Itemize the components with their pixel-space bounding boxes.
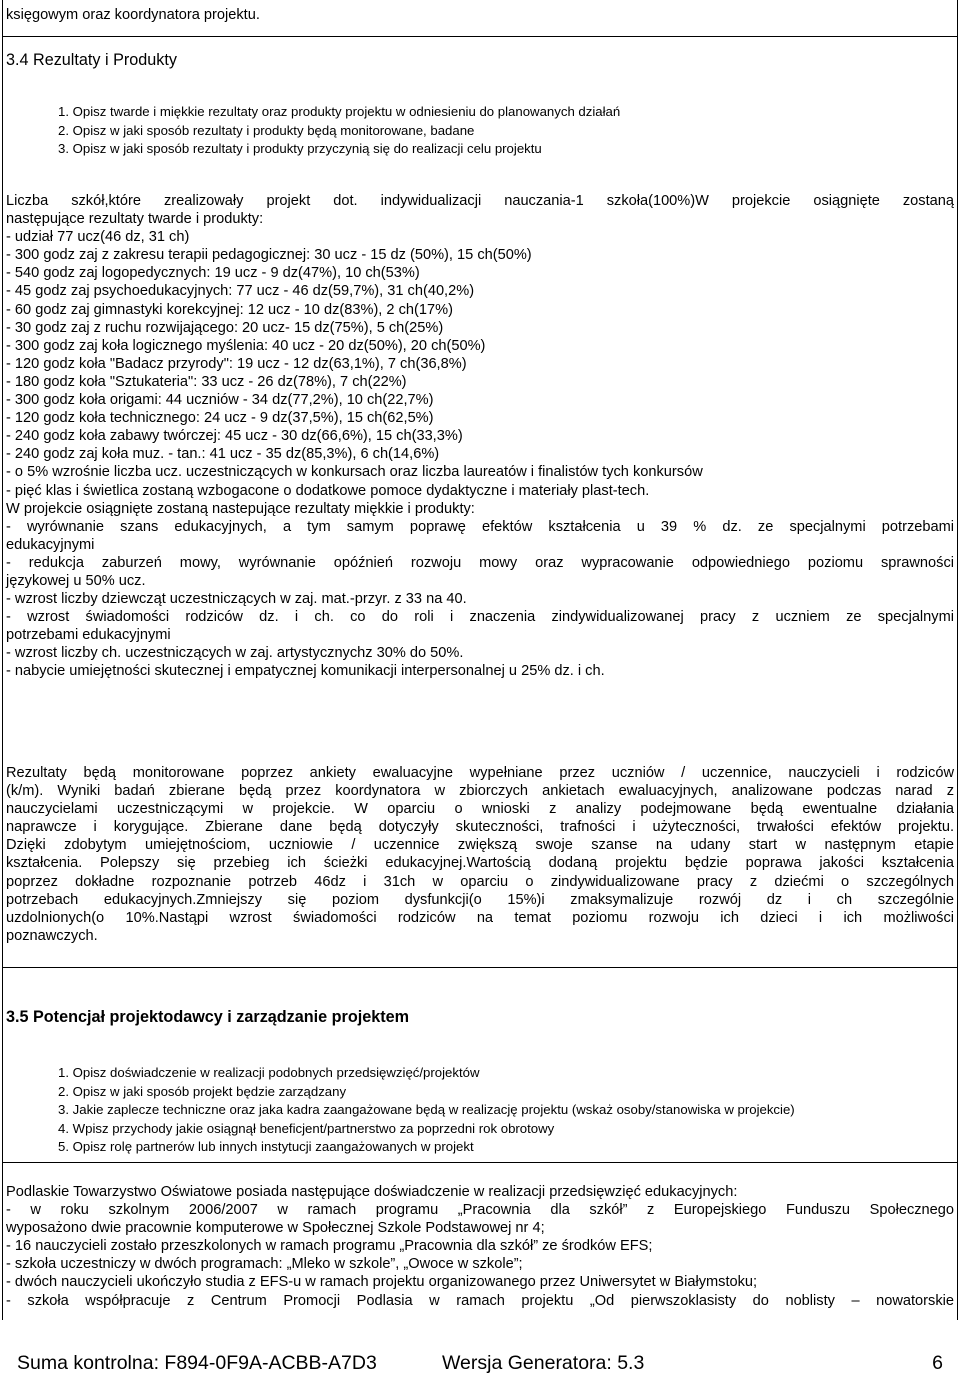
soft-result-item: - redukcja zaburzeń mowy, wyrównanie opóźnień rozwoju mowy oraz wypracowanie odpowiedniego poziomu sprawności [6, 554, 954, 571]
monitoring-line: kształcenia. Polepszy się przebieg ich ścieżki edukacyjnej.Wartością dodaną projektu będzie poprawa jakości kształcenia [6, 855, 954, 872]
question-item: 4. Wpisz przychody jakie osiągnął beneficjent/partnerstwo za poprzedni rok obrotowy [58, 1120, 555, 1136]
hard-result-item: - 180 godz koła "Sztukateria": 33 ucz - 26 dz(78%), 7 ch(22%) [6, 373, 407, 390]
question-item: 2. Opisz w jaki sposób projekt będzie zarządzany [58, 1083, 347, 1099]
hard-result-item: - 30 godz zaj z ruchu rozwijającego: 20 ucz- 15 dz(75%), 5 ch(25%) [6, 319, 444, 336]
soft-result-item: - wzrost liczby dziewcząt uczestniczących w zaj. mat.-przyr. z 33 na 40. [6, 591, 467, 608]
hard-result-item: - 120 godz koła "Badacz przyrody": 19 ucz - 12 dz(63,1%), 7 ch(36,8%) [6, 355, 467, 372]
footer-page-number: 6 [932, 1352, 943, 1374]
monitoring-line: poprzez dokładne rozpoznanie potrzeb 46dz i 31ch w oparciu o zindywidualizowane pracy z dziećmi o szczególnych [6, 873, 954, 890]
section-35-heading: 3.5 Potencjał projektodawcy i zarządzanie projektem [6, 1008, 410, 1026]
question-item: 3. Jakie zaplecze techniczne oraz jaka kadra zaangażowane będą w realizację projektu (wskaż osoby/stanowiska w projekcie) [58, 1102, 795, 1117]
question-item: 1. Opisz twarde i miękkie rezultaty oraz produkty projektu w odniesieniu do planowanych działań [58, 104, 621, 119]
content-border [2, 0, 958, 1320]
hard-result-item: - pięć klas i świetlica zostaną wzbogacone o dodatkowe pomoce dydaktyczne i materiały plast-tech. [6, 482, 650, 499]
hard-result-item: - o 5% wzrośnie liczba ucz. uczestniczących w konkursach oraz liczba laureatów i finalistów tych konkursów [6, 464, 703, 481]
soft-result-continuation: potrzebami edukacyjnymi [6, 627, 171, 644]
footer-version: Wersja Generatora: 5.3 [442, 1352, 645, 1374]
monitoring-line: (k/m). Wyniki badań zbierane będą przez koordynatora w zbiorczych ankietach ewaluacyjnych, analizowane podczas narad z [6, 783, 954, 800]
soft-result-continuation: edukacyjnymi [6, 536, 95, 553]
experience-line: - szkoła uczestniczy w dwóch programach: „Mleko w szkole”, „Owoce w szkole”; [6, 1256, 523, 1273]
question-item: 3. Opisz w jaki sposób rezultaty i produkty przyczynią się do realizacji celu projektu [58, 141, 542, 156]
soft-result-item: - wzrost liczby ch. uczestniczących w zaj. artystycznychz 30% do 50%. [6, 645, 464, 662]
hard-result-item: - 45 godz zaj psychoedukacyjnych: 77 ucz - 46 dz(59,7%), 31 ch(40,2%) [6, 283, 475, 300]
monitoring-line: Dzięki zdobytym umiejętnościom, uczniowie / uczennice zwiększą swoje szanse na udany start w następnym etapie [6, 837, 954, 854]
experience-line: Podlaskie Towarzystwo Oświatowe posiada następujące doświadczenie w realizacji przedsięwzięć edukacyjnych: [6, 1184, 738, 1200]
soft-result-continuation: językowej u 50% ucz. [6, 572, 146, 589]
footer-checksum: Suma kontrolna: F894-0F9A-ACBB-A7D3 [17, 1352, 377, 1374]
hard-result-item: - 240 godz zaj koła muz. - tan.: 41 ucz - 35 dz(85,3%), 6 ch(14,6%) [6, 446, 440, 463]
hard-result-item: - 240 godz koła zabawy twórczej: 45 ucz - 30 dz(66,6%), 15 ch(33,3%) [6, 428, 463, 445]
experience-line: - szkoła współpracuje z Centrum Promocji Podlasia w ramach projektu „Od pierwszoklasisty do noblisty – nowatorskie [6, 1292, 954, 1309]
question-item: 5. Opisz rolę partnerów lub innych instytucji zaangażowanych w projekt [58, 1139, 474, 1154]
soft-intro: W projekcie osiągnięte zostaną nastepujące rezultaty miękkie i produkty: [6, 500, 475, 517]
monitoring-line: uzdolnionych(o 10%.Nastąpi wzrost świadomości rodziców na temat poziomu rozwoju ich dzieci i ich możliwości [6, 909, 954, 926]
monitoring-line: naprawcze i korygujące. Zbierane dane będą dotyczyły skuteczności, trafności i użyteczności, trwałości efektów projektu. [6, 819, 954, 836]
intro-line: następujące rezultaty twarde i produkty: [6, 211, 264, 228]
monitoring-line: poznawczych. [6, 927, 98, 944]
monitoring-line: nauczycielami uczestniczącymi w projekcie. W oparciu o wnioski z analizy podejmowane będą ewentualne działania [6, 801, 954, 818]
experience-line: - w roku szkolnym 2006/2007 w ramach programu „Pracownia dla szkół” z Europejskiego Funduszu Społecznego [6, 1202, 954, 1219]
soft-result-item: - nabycie umiejętności skutecznej i empatycznej komunikacji interpersonalnej u 25% dz. i ch. [6, 663, 605, 680]
experience-line: wyposażono dwie pracownie komputerowe w Społecznej Szkole Podstawowej nr 4; [6, 1220, 545, 1237]
monitoring-line: potrzebach edukacyjnych.Zmniejszy się poziom dysfunkcji(o 15%)i zmaksymalizuje rozwój dz i ch szczególnie [6, 891, 954, 908]
experience-line: - dwóch nauczycieli ukończyło studia z EFS-u w ramach projektu organizowanego przez Uniwersytet w Białymstoku; [6, 1274, 758, 1291]
intro-line: Liczba szkół,które zrealizowały projekt dot. indywidualizacji nauczania-1 szkoła(100%)W projekcie osiągnięte zostaną [6, 193, 954, 209]
hard-result-item: - 300 godz koła origami: 44 uczniów - 34 dz(77,2%), 10 ch(22,7%) [6, 392, 434, 409]
hard-result-item: - 300 godz zaj z zakresu terapii pedagogicznej: 30 ucz - 15 dz (50%), 15 ch(50%) [6, 247, 532, 264]
hard-result-item: - 300 godz zaj koła logicznego myślenia: 40 ucz - 20 dz(50%), 20 ch(50%) [6, 337, 486, 354]
monitoring-line: Rezultaty będą monitorowane poprzez ankiety ewaluacyjne wypełniane przez uczniów / uczennice, nauczycieli i rodziców [6, 765, 954, 781]
experience-line: - 16 nauczycieli zostało przeszkolonych w ramach programu „Pracownia dla szkół” ze środków EFS; [6, 1238, 653, 1255]
question-item: 1. Opisz doświadczenie w realizacji podobnych przedsięwzięć/projektów [58, 1065, 480, 1080]
section-34-heading: 3.4 Rezultaty i Produkty [6, 51, 177, 69]
top-fragment-text: księgowym oraz koordynatora projektu. [6, 7, 260, 23]
hard-result-item: - 540 godz zaj logopedycznych: 19 ucz - 9 dz(47%), 10 ch(53%) [6, 265, 420, 282]
hard-result-item: - 120 godz koła technicznego: 24 ucz - 9 dz(37,5%), 15 ch(62,5%) [6, 410, 434, 427]
question-item: 2. Opisz w jaki sposób rezultaty i produkty będą monitorowane, badane [58, 122, 475, 138]
hard-result-item: - 60 godz zaj gimnastyki korekcyjnej: 12 ucz - 10 dz(83%), 2 ch(17%) [6, 301, 453, 318]
soft-result-item: - wyrównanie szans edukacyjnych, a tym samym poprawę efektów kształcenia u 39 % dz. ze specjalnymi potrzebami [6, 518, 954, 535]
soft-result-item: - wzrost świadomości rodziców dz. i ch. co do roli i znaczenia zindywidualizowanej pracy z uczniem ze specjalnymi [6, 609, 954, 626]
hard-result-item: - udział 77 ucz(46 dz, 31 ch) [6, 229, 190, 246]
